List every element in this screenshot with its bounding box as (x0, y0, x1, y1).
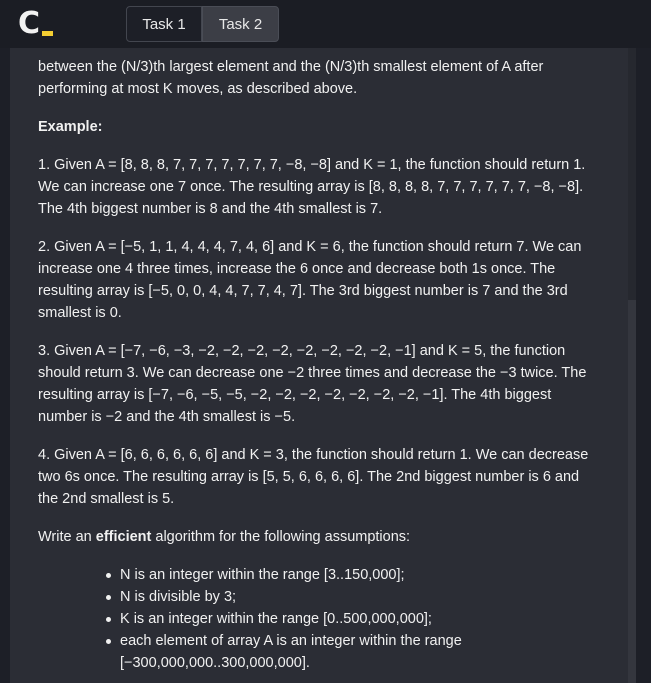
window-edge (636, 48, 651, 683)
assumptions-bold: efficient (95, 529, 152, 545)
assumptions-intro (38, 526, 603, 548)
example-1: 1. Given A = [8, 8, 8, 7, 7, 7, 7, 7, 7, 7, −8, −8] and K = 1, the function should return 1. We can increase one 7 once. The resulting array is [8, 8, 8, 8, 7, 7, 7, 7, 7, 7, −8, −8]. The 4th biggest number is 8 and the 4th smallest is 7. (38, 157, 586, 217)
assumptions-suffix: algorithm for the following assumptions: (151, 529, 411, 545)
example-4: 4. Given A = [6, 6, 6, 6, 6, 6] and K = 3, the function should return 1. We can decrease two 6s once. The resulting array is [5, 5, 6, 6, 6, 6]. The 2nd biggest number is 6 and the 2nd smallest is 5. (38, 447, 589, 507)
task-tabs (126, 6, 279, 42)
task-description (38, 56, 603, 674)
assumption-item: N is an integer within the range [3..150,000]; (120, 564, 603, 586)
example-2: 2. Given A = [−5, 1, 1, 4, 4, 4, 7, 4, 6] and K = 6, the function should return 7. We can increase one 4 three times, increase the 6 once and decrease both 1s once. The resulting array is [−5, 0, 0, 4, 4, 7, 7, 4, 7]. The 3rd biggest number is 7 and the 3rd smallest is 0. (38, 239, 582, 321)
assumptions-list (38, 564, 603, 674)
tab-task-1[interactable]: Task 1 (126, 6, 202, 42)
task-description-panel (10, 48, 636, 683)
assumption-item: N is divisible by 3; (120, 586, 603, 608)
codility-logo: C (18, 6, 41, 41)
top-bar (0, 0, 651, 48)
example-heading: Example: (38, 119, 103, 135)
intro-text: between the (N/3)th largest element and the (N/3)th smallest element of A after performing at most K moves, as described above. (38, 59, 544, 97)
example-3: 3. Given A = [−7, −6, −3, −2, −2, −2, −2, −2, −2, −2, −2, −1] and K = 5, the function should return 3. We can decrease one −2 three times and decrease the −3 twice. The resulting array is [−7, −6, −5, −5, −2, −2, −2, −2, −2, −2, −2, −1]. The 4th biggest number is −2 and the 4th smallest is −5. (38, 343, 587, 425)
scrollbar-thumb[interactable] (628, 300, 636, 683)
assumptions-prefix: Write an (38, 529, 96, 545)
logo-accent-dash (42, 31, 53, 36)
assumption-item: K is an integer within the range [0..500,000,000]; (120, 608, 603, 630)
assumption-item: each element of array A is an integer within the range [−300,000,000..300,000,000]. (120, 630, 603, 674)
tab-task-2[interactable]: Task 2 (202, 6, 279, 42)
